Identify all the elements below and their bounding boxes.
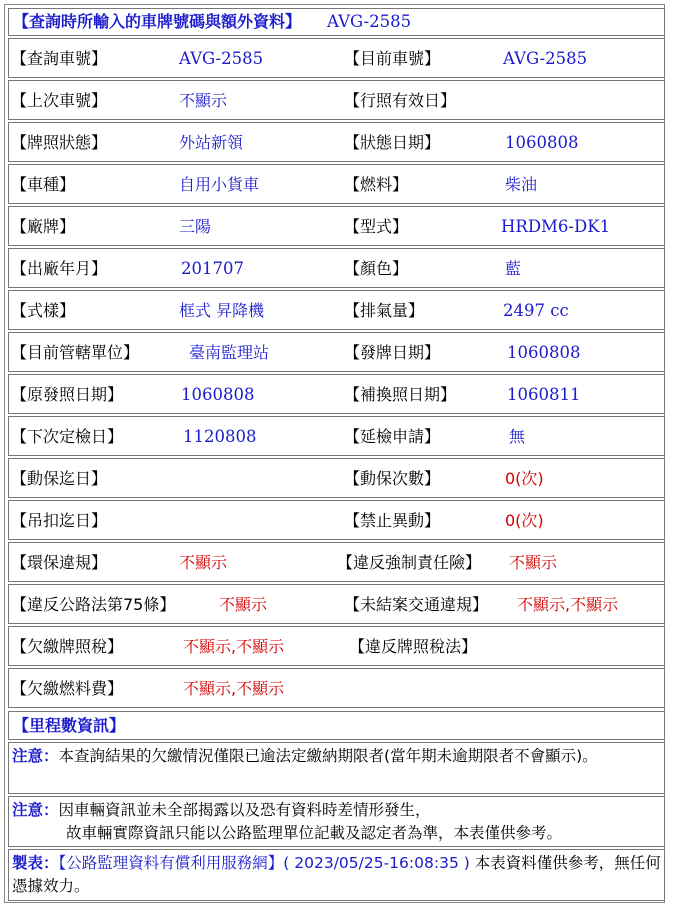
footer-time: ( 2023/05/25-16:08:35 ) [283,854,470,872]
footer-row [8,849,665,901]
field-label: 【違反公路法第75條】 [11,595,176,614]
field-label: 【下次定檢日】 [11,427,124,446]
info-row [8,668,665,708]
field-label: 【車種】 [11,175,76,194]
field-label: 【欠繳燃料費】 [11,679,124,698]
field-label: 【違反強制責任險】 [337,553,482,572]
field-label: 【動保迄日】 [11,469,108,488]
field-label: 【出廠年月】 [11,259,108,278]
field-value: 不顯示,不顯示 [183,637,285,656]
note-2-label: 注意： [12,801,59,819]
info-row [8,122,665,162]
info-row [8,584,665,624]
info-row [8,626,665,666]
field-value: 2497 cc [503,301,569,320]
field-value: 1060808 [181,385,255,404]
field-value: 臺南監理站 [189,343,270,362]
header-title: 【查詢時所輸入的車牌號碼與額外資料】 [13,12,302,31]
field-label: 【環保違規】 [11,553,108,572]
info-row [8,500,665,540]
header-plate: AVG-2585 [327,12,412,31]
field-label: 【式樣】 [11,301,76,320]
field-value: AVG-2585 [179,49,264,68]
field-value: 無 [509,427,526,446]
field-value: 不顯示 [219,595,268,614]
field-label: 【目前車號】 [344,49,441,68]
field-value: 1120808 [183,427,257,446]
field-value: 框式 昇降機 [179,301,265,320]
note-1-label: 注意： [12,747,59,765]
field-label: 【延檢申請】 [344,427,441,446]
info-row [8,80,665,120]
mileage-row [8,711,665,740]
info-row [8,458,665,498]
field-label: 【查詢車號】 [11,49,108,68]
mileage-title: 【里程數資訊】 [13,716,126,735]
field-label: 【欠繳牌照稅】 [11,637,124,656]
field-value: 1060808 [507,343,581,362]
field-label: 【狀態日期】 [344,133,441,152]
info-row [8,206,665,246]
field-value: 1060811 [507,385,581,404]
header-row [8,8,665,36]
field-value: 不顯示 [509,553,558,572]
info-row [8,332,665,372]
field-value: 自用小貨車 [179,175,260,194]
field-value: 1060808 [505,133,579,152]
field-value: 不顯示 [179,553,228,572]
info-row [8,374,665,414]
field-label: 【原發照日期】 [11,385,124,404]
note-2 [8,796,665,847]
field-label: 【發牌日期】 [344,343,441,362]
footer-label: 製表： [12,854,59,872]
field-label: 【動保次數】 [344,469,441,488]
field-value: AVG-2585 [503,49,588,68]
field-label: 【廠牌】 [11,217,76,236]
note-2-line-1: 因車輛資訊並未全部揭露以及恐有資料時差情形發生， [58,801,431,819]
footer-text: 本表資料僅供參考，無任何憑據效力。 [12,854,661,895]
info-row [8,38,665,78]
field-value: 不顯示,不顯示 [183,679,285,698]
info-row [8,542,665,582]
info-row [8,416,665,456]
field-label: 【吊扣迄日】 [11,511,108,530]
info-row [8,164,665,204]
note-1-text: 本查詢結果的欠繳情況僅限已逾法定繳納期限者(當年期未逾期限者不會顯示)。 [58,747,598,765]
field-value: HRDM6-DK1 [501,217,611,236]
field-label: 【顏色】 [344,259,409,278]
field-label: 【上次車號】 [11,91,108,110]
footer-source: 【公路監理資料有償利用服務網】 [58,854,284,872]
field-value: 不顯示,不顯示 [517,595,619,614]
field-label: 【禁止異動】 [344,511,441,530]
field-label: 【燃料】 [344,175,409,194]
field-label: 【牌照狀態】 [11,133,108,152]
field-value: 藍 [505,259,522,278]
info-row [8,290,665,330]
field-value: 不顯示 [179,91,228,110]
info-row [8,248,665,288]
field-label: 【型式】 [344,217,409,236]
field-value: 201707 [181,259,244,278]
field-label: 【補換照日期】 [344,385,457,404]
field-label: 【排氣量】 [344,301,425,320]
field-value: 0(次) [505,511,544,530]
field-label: 【目前管轄單位】 [11,343,140,362]
note-1 [8,742,665,794]
field-value: 外站新領 [179,133,244,152]
field-value: 三陽 [179,217,212,236]
field-value: 0(次) [505,469,544,488]
note-2-line-2: 故車輛實際資訊只能以公路監理單位記載及認定者為準，本表僅供參考。 [66,824,563,842]
field-label: 【行照有效日】 [344,91,457,110]
field-label: 【違反牌照稅法】 [349,637,478,656]
field-value: 柴油 [505,175,538,194]
field-label: 【未結案交通違規】 [344,595,489,614]
